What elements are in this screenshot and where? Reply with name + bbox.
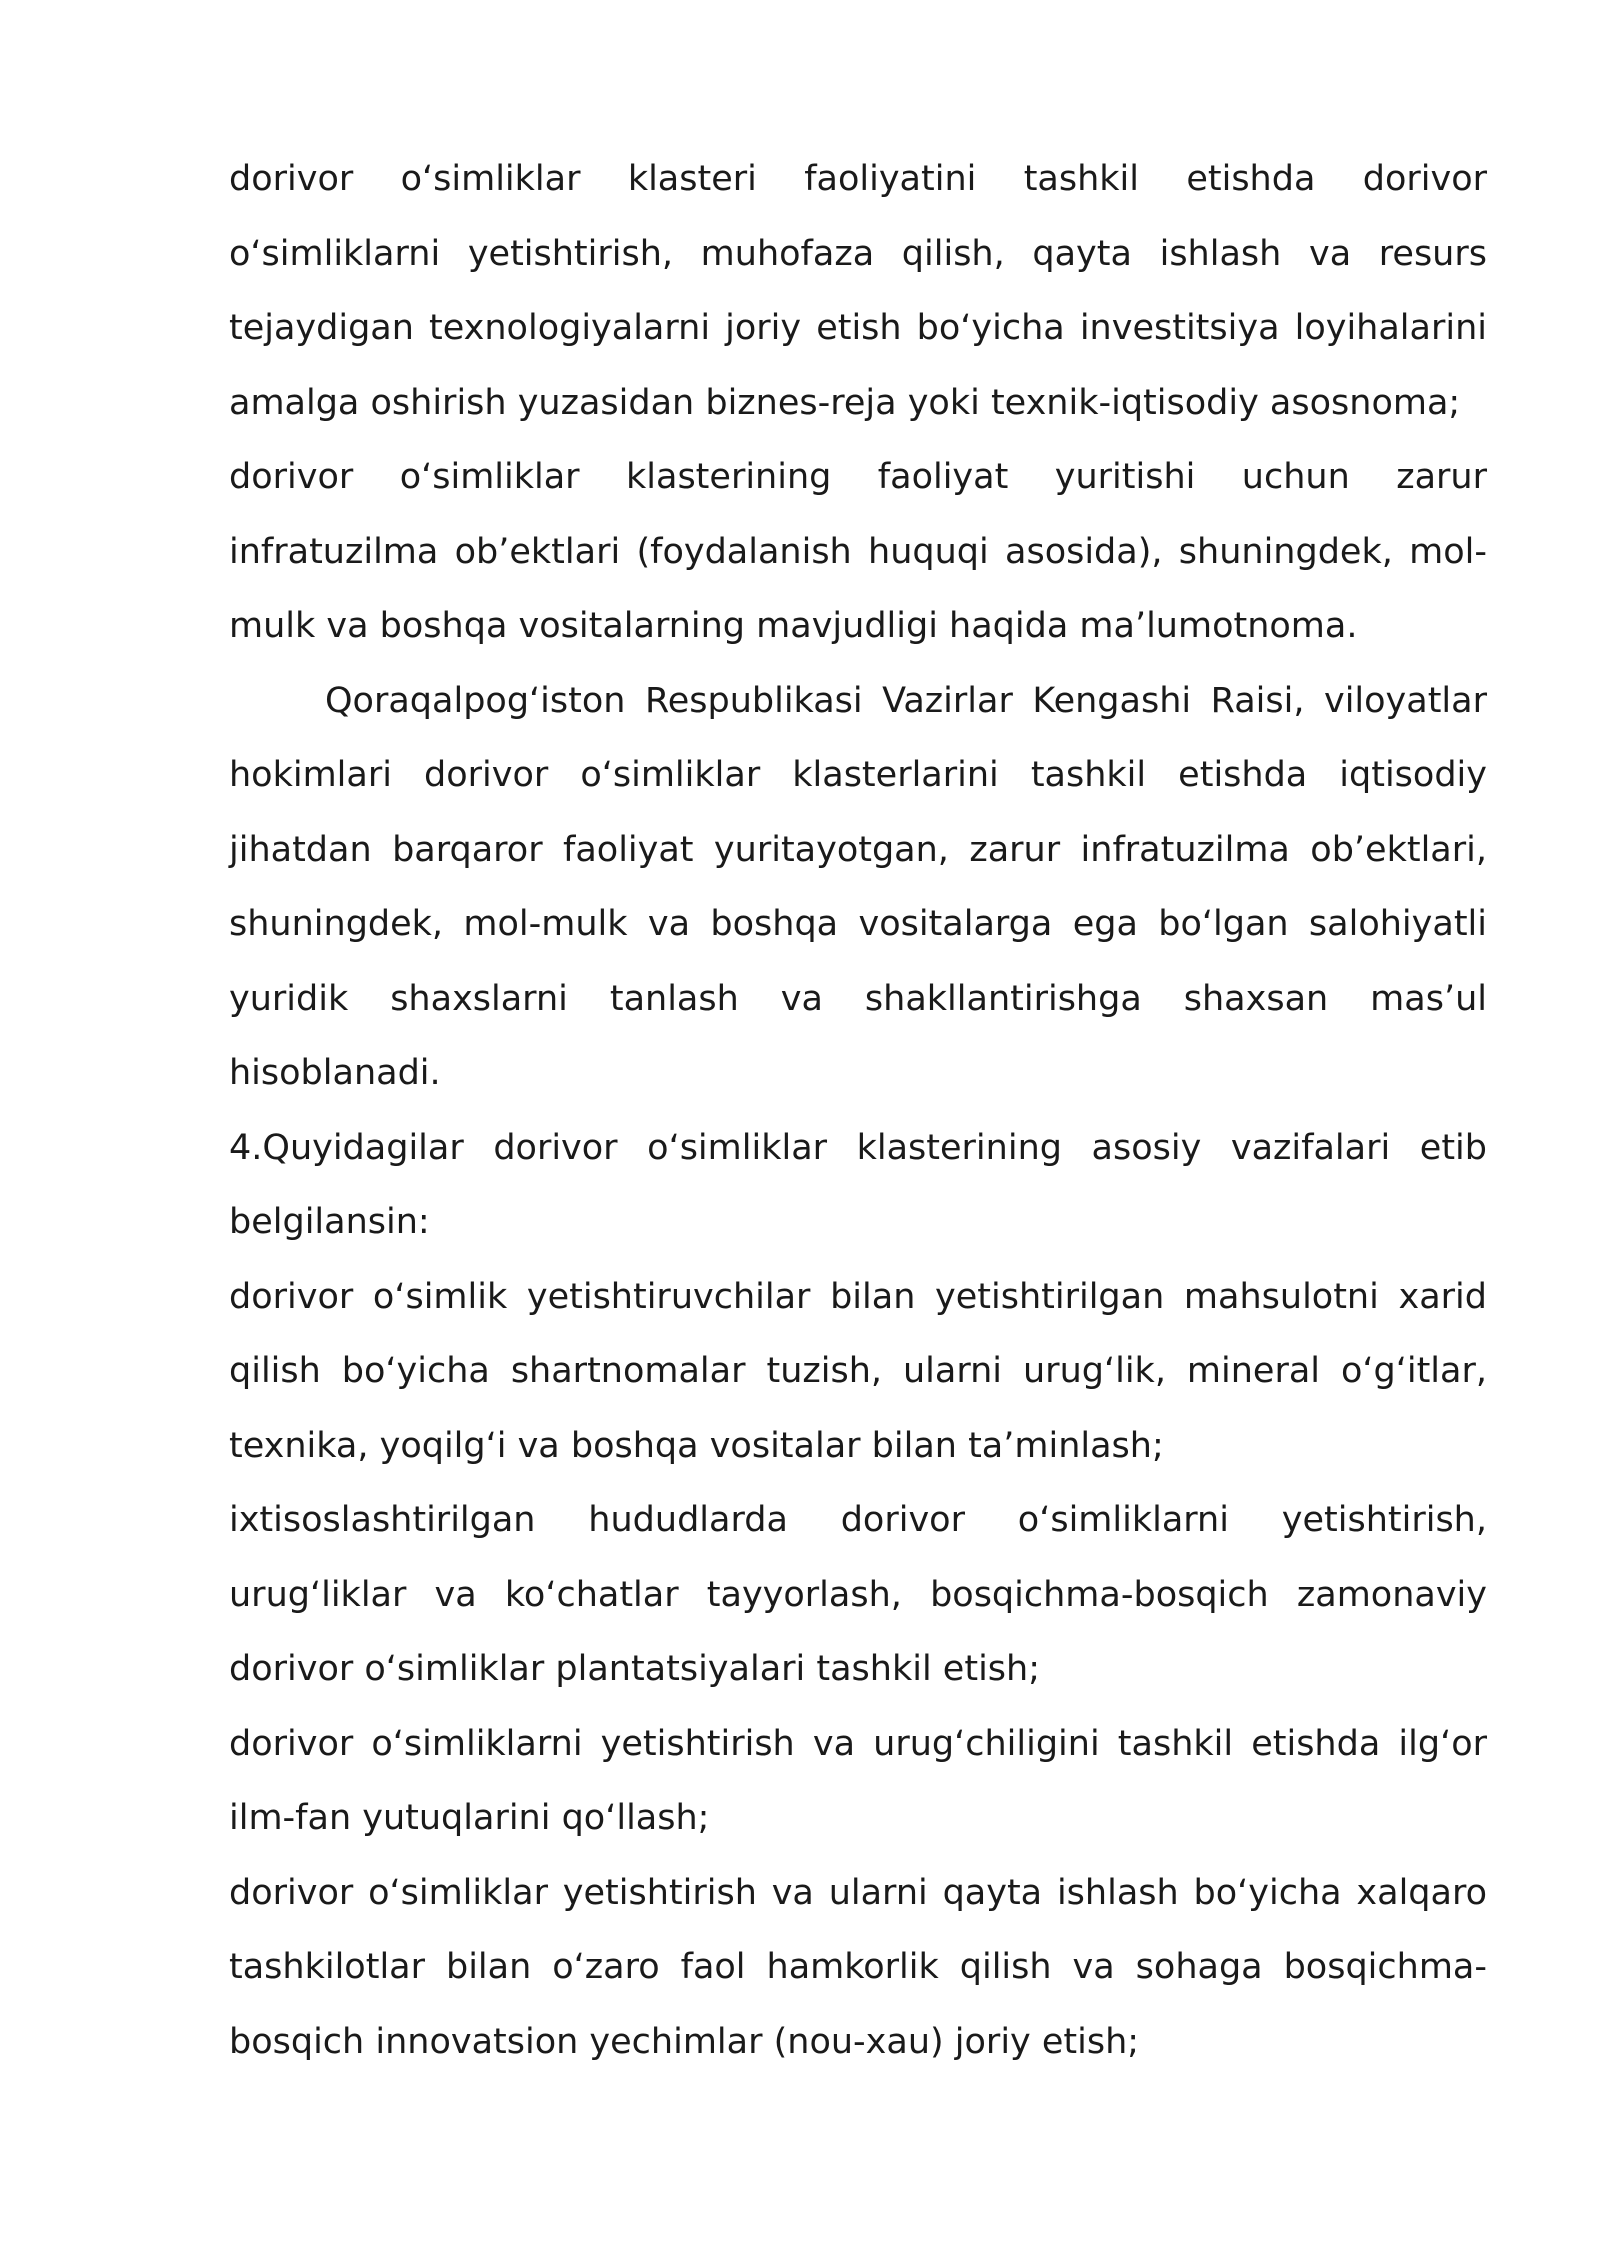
paragraph-responsibility: Qoraqalpogʻiston Respublikasi Vazirlar Kengashi Raisi, viloyatlar hokimlari dorivor oʻsimliklar klasterlarini tashkil etishda iqtisodiy jihatdan barqaror faoliyat yuritayotgan, zarur infratuzilma obʼektlari, shuningdek, mol-mulk va boshqa vositalarga ega boʻlgan salohiyatli yuridik shaxslarni tanlash va shakllantirishga shaxsan masʼul hisoblanadi. [229, 680, 1487, 1093]
paragraph-infrastructure-certificate: dorivor oʻsimliklar klasterining faoliyat yuritishi uchun zarur infratuzilma obʼektlari (foydalanish huquqi asosida), shuningdek, mol-mulk va boshqa vositalarning mavjudligi haqida maʼlumotnoma. [229, 457, 1487, 646]
paragraph-business-plan: dorivor oʻsimliklar klasteri faoliyatini tashkil etishda dorivor oʻsimliklarni yetishtirish, muhofaza qilish, qayta ishlash va resurs tejaydigan texnologiyalarni joriy etish boʻyicha investitsiya loyihalarini amalga oshirish yuzasidan biznes-reja yoki texnik-iqtisodiy asosnoma; [229, 159, 1487, 423]
paragraph-task-contracts: dorivor oʻsimlik yetishtiruvchilar bilan yetishtirilgan mahsulotni xarid qilish boʻyicha shartnomalar tuzish, ularni urugʻlik, mineral oʻgʻitlar, texnika, yoqilgʻi va boshqa vositalar bilan taʼminlash; [229, 1276, 1487, 1466]
paragraph-section-4-heading: 4.Quyidagilar dorivor oʻsimliklar klasterining asosiy vazifalari etib belgilansin: [229, 1127, 1487, 1242]
paragraph-task-science: dorivor oʻsimliklarni yetishtirish va urugʻchiligini tashkil etishda ilgʻor ilm-fan yutuqlarini qoʻllash; [229, 1723, 1487, 1838]
paragraph-task-plantations: ixtisoslashtirilgan hududlarda dorivor oʻsimliklarni yetishtirish, urugʻliklar va koʻchatlar tayyorlash, bosqichma-bosqich zamonaviy dorivor oʻsimliklar plantatsiyalari tashkil etish; [229, 1500, 1487, 1689]
document-body [229, 142, 1487, 2079]
paragraph-task-international: dorivor oʻsimliklar yetishtirish va ularni qayta ishlash boʻyicha xalqaro tashkilotlar bilan oʻzaro faol hamkorlik qilish va sohaga bosqichma-bosqich innovatsion yechimlar (nou-xau) joriy etish; [229, 1872, 1487, 2062]
